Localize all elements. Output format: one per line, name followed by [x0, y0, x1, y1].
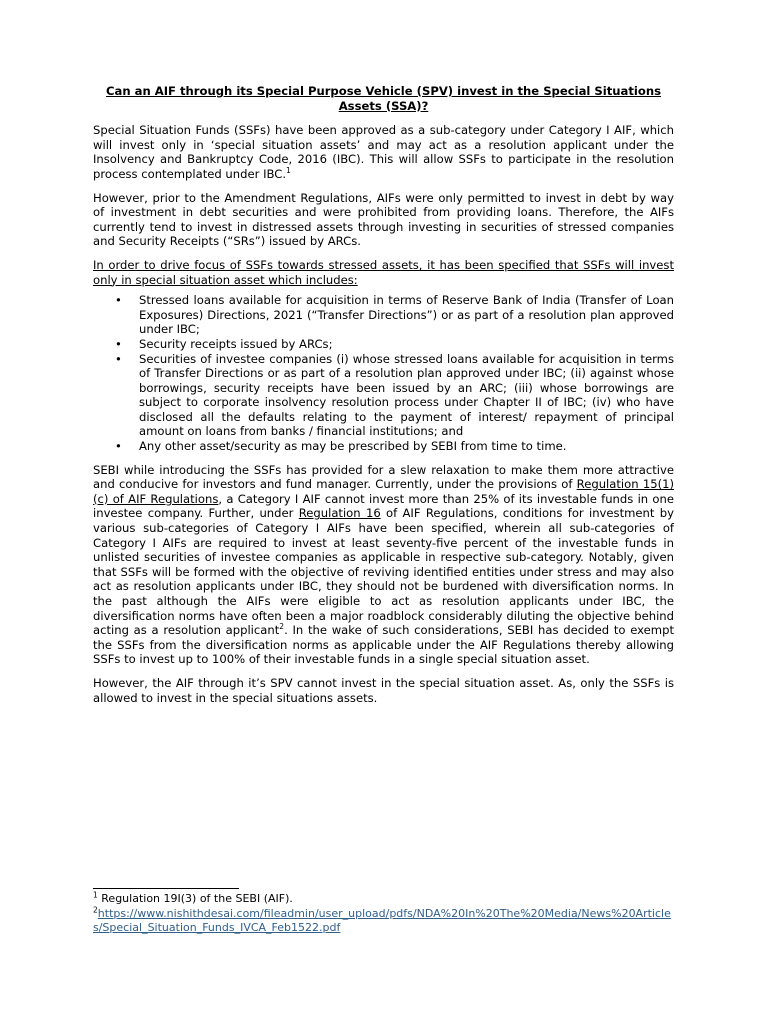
bullet-icon: •	[115, 336, 122, 351]
regulation-15-link[interactable]: Regulation 15(1)(c) of AIF Regulations	[93, 477, 674, 506]
paragraph-sebi-relaxation: SEBI while introducing the SSFs has provided for a slew relaxation to make them more attractive and conducive for investors and fund manager. Currently, under the provisions of Regulation 15(1)(c) of AIF Regulations, a Category I AIF cannot invest more than 25% of its investable funds in one investee company. Further, under Regulation 16 of AIF Regulations, conditions for investment by various sub-categories of Category I AIFs have been specified, wherein all sub-categories of Category I AIFs are required to invest at least seventy-five percent of the investable funds in unlisted securities of investee companies as applicable in respective sub-category. Notably, given that SSFs will be formed with the objective of reviving identified entities under stress and may also act as resolution applicants under IBC, they should not be burdened with diversification norms. In the past although the AIFs were eligible to act as resolution applicants under IBC, the diversification norms have often been a major roadblock considerably diluting the objective behind acting as a resolution applicant$^2$. In the wake of such considerations, SEBI has decided to exempt the SSFs from the diversification norms as applicable under the AIF Regulations thereby allowing SSFs to invest up to 100% of their investable funds in a single special situation asset.	[93, 462, 675, 667]
paragraph-amendment: However, prior to the Amendment Regulations, AIFs were only permitted to invest in debt by way of investment in debt securities and were prohibited from providing loans. Therefore, the AIFs currently tend to invest in distressed assets through investing in securities of stressed companies and Security Receipts (“SRs”) issued by ARCs.	[93, 190, 674, 249]
bullet-icon: •	[115, 439, 122, 454]
document-body	[93, 84, 674, 714]
footnotes	[93, 888, 674, 936]
footnote-text: Regulation 19I(3) of the SEBI (AIF).	[97, 892, 293, 905]
list-item: • Securities of investee companies (i) whose stressed loans available for acquisition in terms of Transfer Directions or as part of a resolution plan approved under IBC; (ii) against whose borrowings, security receipts have been issued by an ARC; (iii) whose borrowings are subject to corporate insolvency resolution process under Chapter II of IBC; (iv) who have disclosed all the defaults relating to the payment of interest/ repayment of principal amount on loans from banks / financial institutions; and	[115, 351, 674, 439]
paragraph-conclusion: However, the AIF through it’s SPV cannot invest in the special situation asset. As, only the SSFs is allowed to invest in the special situations assets.	[93, 675, 674, 705]
footnote-1	[93, 892, 674, 907]
paragraph-ssf-intro	[93, 123, 674, 181]
footnote-2	[93, 904, 674, 936]
list-item: • Stressed loans available for acquisition in terms of Reserve Bank of India (Transfer of Loan Exposures) Directions, 2021 (“Transfer Directions”) or as part of a resolution plan approved under IBC;	[115, 293, 674, 337]
bullet-icon: •	[115, 293, 122, 308]
footnote-ref-2[interactable]: 2	[279, 622, 285, 632]
paragraph-ssa-lead: In order to drive focus of SSFs towards stressed assets, it has been specified that SSFs will invest only in special situation asset which includes:	[93, 257, 674, 287]
footnote-number: 2	[93, 904, 98, 914]
list-item: • Any other asset/security as may be prescribed by SEBI from time to time.	[115, 439, 567, 454]
footnote-source-link[interactable]: https://www.nishithdesai.com/fileadmin/user_upload/pdfs/NDA%20In%20The%20Media/News%20Articles/Special_Situation_Funds_IVCA_Feb1522.pdf	[93, 906, 671, 935]
regulation-16-link[interactable]: Regulation 16	[298, 506, 381, 521]
footnote-ref-1[interactable]: 1	[286, 166, 291, 176]
footnote-number: 1	[93, 890, 98, 900]
page-title: Can an AIF through its Special Purpose Vehicle (SPV) invest in the Special Situations Assets (SSA)?	[106, 84, 661, 113]
bullet-icon: •	[115, 351, 122, 366]
ssa-bullet-list	[93, 293, 674, 454]
paragraph-ssf-intro-text: Special Situation Funds (SSFs) have been approved as a sub-category under Category I AIF, which will invest only in ‘special situation assets’ and may act as a resolution applicant under the Insolvency and Bankruptcy Code, 2016 (IBC). This will allow SSFs to participate in the resolution process contemplated under IBC.	[93, 123, 674, 181]
list-item: • Security receipts issued by ARCs;	[115, 336, 333, 351]
footnote-separator	[93, 888, 239, 889]
